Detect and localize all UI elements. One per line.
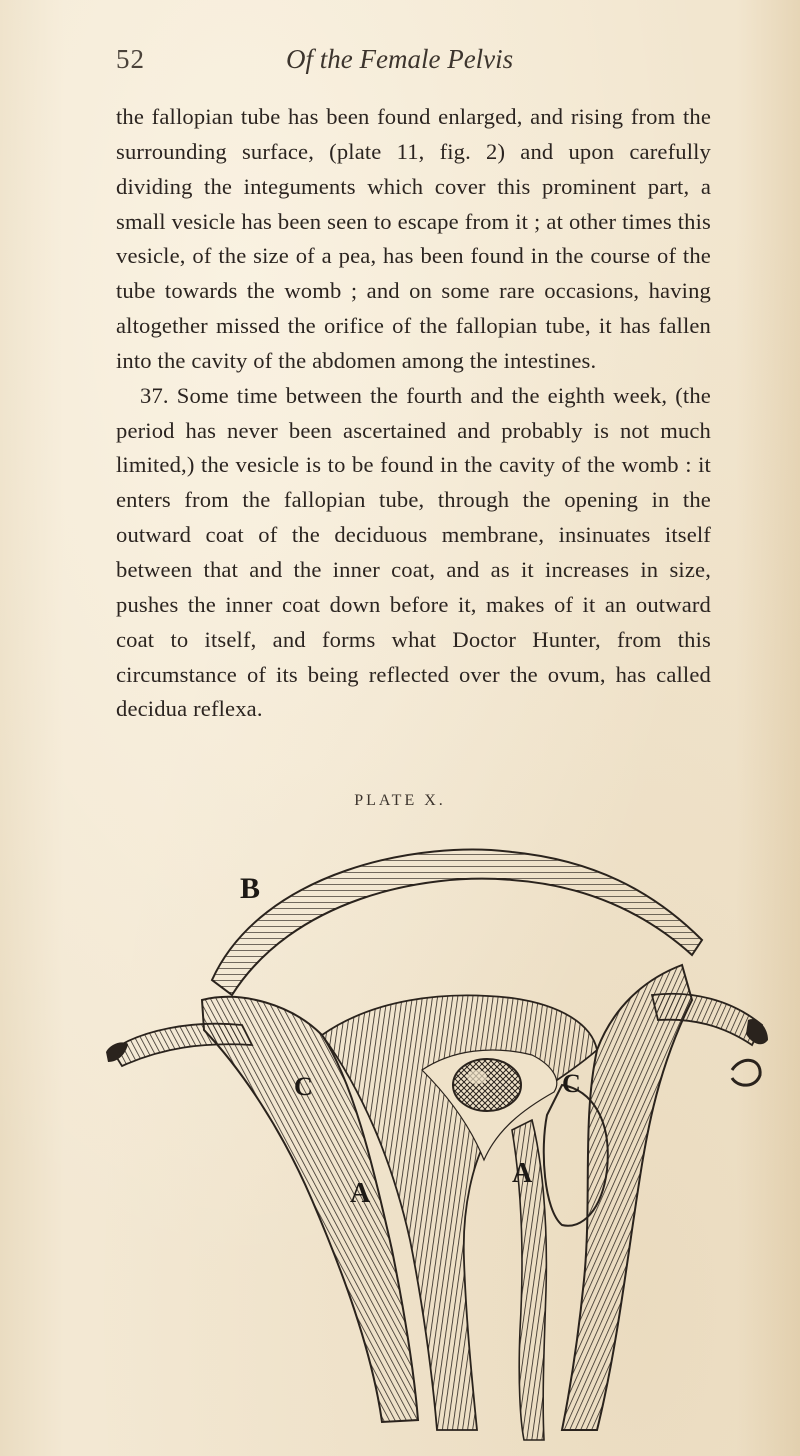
running-head [116,44,706,84]
body-text [116,100,711,727]
label-a-left: A [350,1178,371,1209]
running-title: Of the Female Pelvis [286,44,514,74]
plate-caption: PLATE X. [354,792,446,809]
label-b: B [240,872,261,905]
label-a-right: A [512,1158,533,1189]
fundus-arch [212,850,702,995]
right-tube-loop [732,1060,760,1085]
paragraph-continued: the fallopian tube has been found enlarged, and rising from the surrounding surface, (plate 11, fig. 2) and upon carefully dividing the integuments which cover this prominent part, a small vesicle has been seen to escape from it ; at other times this vesicle, of the size of a pea, has been found in the course of the tube towards the womb ; and on some rare occasions, having altogether missed the orifice of the fallopian tube, it has fallen into the cavity of the abdomen among the intestines. [116,104,711,373]
label-c-right: C [562,1069,581,1098]
ovum [453,1059,521,1111]
ovum-highlight [467,1070,487,1084]
page-number: 52 [116,44,145,74]
paragraph-37: 37. Some time between the fourth and the eighth week, (the period has never been ascertained and probably is not much limited,) the vesicle is to be found in the cavity of the womb : it enters from the fallopian tube, through the opening in the outward coat of the deciduous membrane, insinuates itself between that and the inner coat, and as it increases in size, pushes the inner coat down before it, makes of it an outward coat to itself, and forms what Doctor Hunter, from this circumstance of its being reflected over the ovum, has called decidua reflexa. [116,382,711,722]
uterus-engraving [92,830,792,1450]
label-c-left: C [294,1072,313,1101]
paragraph-number: 37. [140,382,169,408]
plate-illustration [92,830,792,1450]
